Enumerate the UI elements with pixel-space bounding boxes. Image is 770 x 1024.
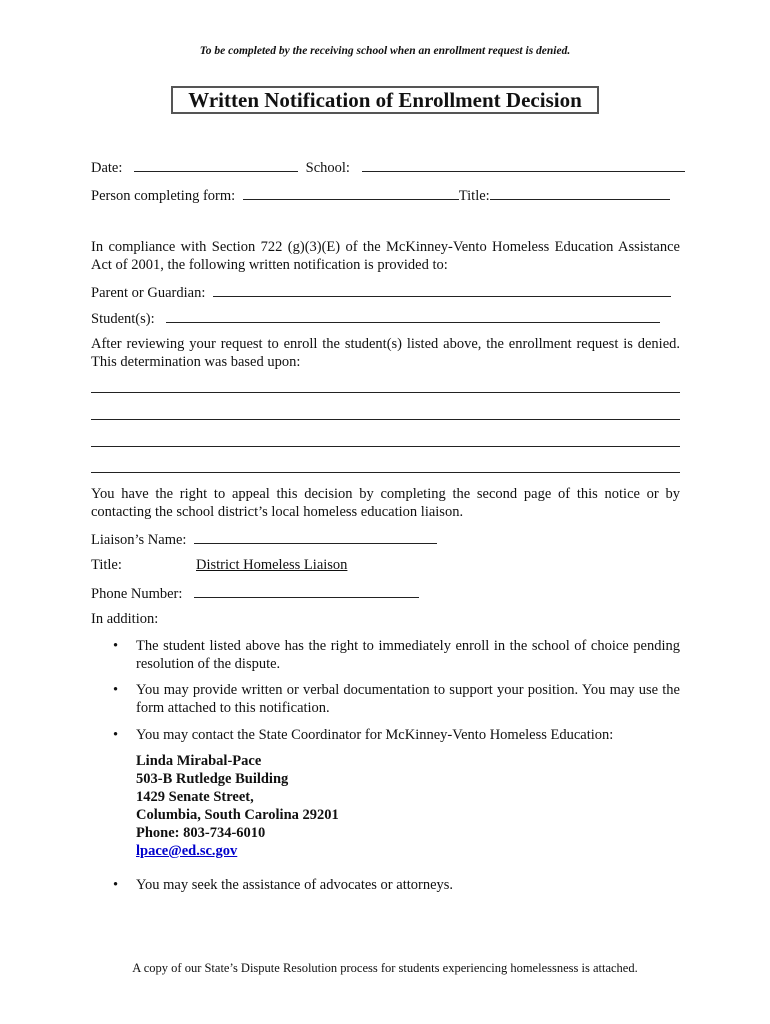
school-field[interactable] [362, 157, 685, 172]
coordinator-contact [136, 752, 339, 860]
appeal-paragraph: You have the right to appeal this decision by completing the second page of this notice or by contacting the school district’s local homeless education liaison. [91, 486, 680, 520]
document-title: Written Notification of Enrollment Decision [171, 86, 599, 114]
phone-row [91, 583, 419, 603]
bullet-text: You may seek the assistance of advocates or attorneys. [136, 877, 454, 893]
footer-note: A copy of our State’s Dispute Resolution process for students experiencing homelessness is attached. [132, 961, 638, 975]
bullet-icon: • [113, 682, 119, 698]
parent-guardian-label: Parent or Guardian: [91, 285, 206, 301]
compliance-paragraph: In compliance with Section 722 (g)(3)(E) of the McKinney-Vento Homeless Education Assistance Act of 2001, the following written notification is provided to: [91, 239, 680, 273]
reason-line-3[interactable] [91, 446, 680, 447]
liaison-name-field[interactable] [194, 529, 437, 544]
bullet-text: You may contact the State Coordinator for McKinney-Vento Homeless Education: [136, 727, 614, 743]
title-field[interactable] [490, 185, 670, 200]
contact-street: 1429 Senate Street, [136, 789, 254, 805]
school-label: School: [305, 160, 350, 176]
title-label: Title: [458, 188, 490, 204]
students-row [91, 308, 660, 328]
person-title-row [91, 185, 670, 205]
liaison-name-row [91, 529, 437, 549]
bullet-icon: • [113, 727, 119, 743]
bullet-text: You may provide written or verbal documentation to support your position. You may use the form attached to this notification. [136, 682, 680, 716]
person-completing-field[interactable] [243, 185, 459, 200]
reason-line-4[interactable] [91, 472, 680, 473]
person-completing-label: Person completing form: [91, 188, 236, 204]
phone-number-label: Phone Number: [91, 586, 183, 602]
students-label: Student(s): [91, 311, 155, 327]
contact-email-link[interactable]: lpace@ed.sc.gov [136, 843, 238, 859]
date-field[interactable] [134, 157, 298, 172]
in-addition-label: In addition: [91, 611, 159, 627]
phone-number-field[interactable] [194, 583, 419, 598]
bullet-text: The student listed above has the right to immediately enroll in the school of choice pending resolution of the dispute. [136, 638, 680, 672]
parent-row [91, 282, 671, 302]
contact-name: Linda Mirabal-Pace [136, 753, 262, 769]
contact-phone: Phone: 803-734-6010 [136, 825, 266, 841]
reason-line-1[interactable] [91, 392, 680, 393]
contact-building: 503-B Rutledge Building [136, 771, 289, 787]
instruction-note: To be completed by the receiving school when an enrollment request is denied. [199, 45, 571, 57]
date-school-row [91, 157, 685, 177]
bullet-icon: • [113, 877, 119, 893]
bullet-icon: • [113, 638, 119, 654]
parent-guardian-field[interactable] [213, 282, 671, 297]
decision-paragraph: After reviewing your request to enroll the student(s) listed above, the enrollment request is denied. This determination was based upon: [91, 336, 680, 370]
date-label: Date: [91, 160, 123, 176]
liaison-title-value: District Homeless Liaison [196, 557, 348, 573]
reason-line-2[interactable] [91, 419, 680, 420]
liaison-title-label: Title: [91, 557, 122, 573]
students-field[interactable] [166, 308, 660, 323]
liaison-name-label: Liaison’s Name: [91, 532, 187, 548]
contact-city: Columbia, South Carolina 29201 [136, 807, 339, 823]
